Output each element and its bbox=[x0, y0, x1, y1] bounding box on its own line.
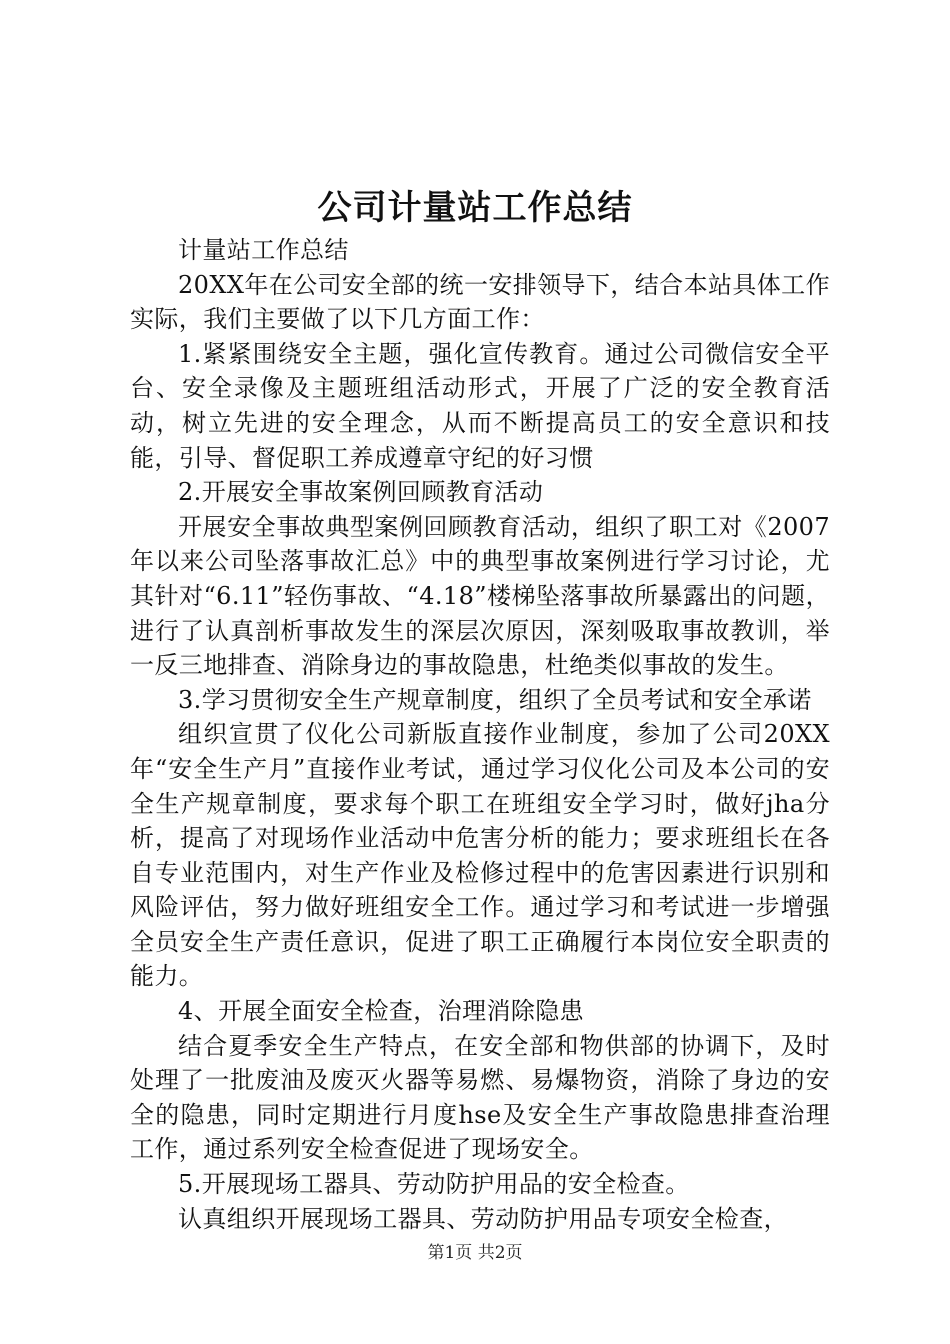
paragraph-item-2-heading: 2.开展安全事故案例回顾教育活动 bbox=[178, 478, 544, 507]
paragraph-subtitle: 计量站工作总结 bbox=[178, 236, 349, 264]
paragraph-item-5-body: 认真组织开展现场工器具、劳动防护用品专项安全检查， bbox=[178, 1204, 788, 1233]
paragraph-item-4-body: 结合夏季安全生产特点，在安全部和物供部的协调下，及时处理了一批废油及废灭火器等易燃、易爆物资，消除了身边的安全的隐患，同时定期进行月度hse及安全生产事故隐患排查治理工作，通过系列安全检查促进了现场安全。 bbox=[130, 1031, 830, 1164]
document-title: 公司计量站工作总结 bbox=[317, 188, 633, 228]
paragraph-item-5-heading: 5.开展现场工器具、劳动防护用品的安全检查。 bbox=[178, 1170, 690, 1199]
paragraph-item-2-body: 开展安全事故典型案例回顾教育活动，组织了职工对《2007年以来公司坠落事故汇总》中的典型事故案例进行学习讨论，尤其针对“6.11”轻伤事故、“4.18”楼梯坠落事故所暴露出的问题，进行了认真剖析事故发生的深层次原因，深刻吸取事故教训，举一反三地排查、消除身边的事故隐患，杜绝类似事故的发生。 bbox=[130, 512, 830, 680]
paragraph-intro: 20XX年在公司安全部的统一安排领导下，结合本站具体工作实际，我们主要做了以下几方面工作： bbox=[130, 270, 830, 334]
paragraph-item-3-body: 组织宣贯了仪化公司新版直接作业制度，参加了公司20XX年“安全生产月”直接作业考试，通过学习仪化公司及本公司的安全生产规章制度，要求每个职工在班组安全学习时，做好jha分析，提高了对现场作业活动中危害分析的能力；要求班组长在各自专业范围内，对生产作业及检修过程中的危害因素进行识别和风险评估，努力做好班组安全工作。通过学习和考试进一步增强全员安全生产责任意识，促进了职工正确履行本岗位安全职责的能力。 bbox=[130, 720, 830, 991]
page-number-footer: 第1页 共2页 bbox=[427, 1243, 523, 1263]
document-body bbox=[130, 233, 830, 1236]
paragraph-item-1: 1.紧紧围绕安全主题，强化宣传教育。通过公司微信安全平台、安全录像及主题班组活动形式，开展了广泛的安全教育活动，树立先进的安全理念，从而不断提高员工的安全意识和技能，引导、督促职工养成遵章守纪的好习惯 bbox=[130, 339, 830, 472]
paragraph-item-4-heading: 4、开展全面安全检查，治理消除隐患 bbox=[178, 997, 585, 1026]
paragraph-item-3-heading: 3.学习贯彻安全生产规章制度，组织了全员考试和安全承诺 bbox=[178, 685, 812, 714]
